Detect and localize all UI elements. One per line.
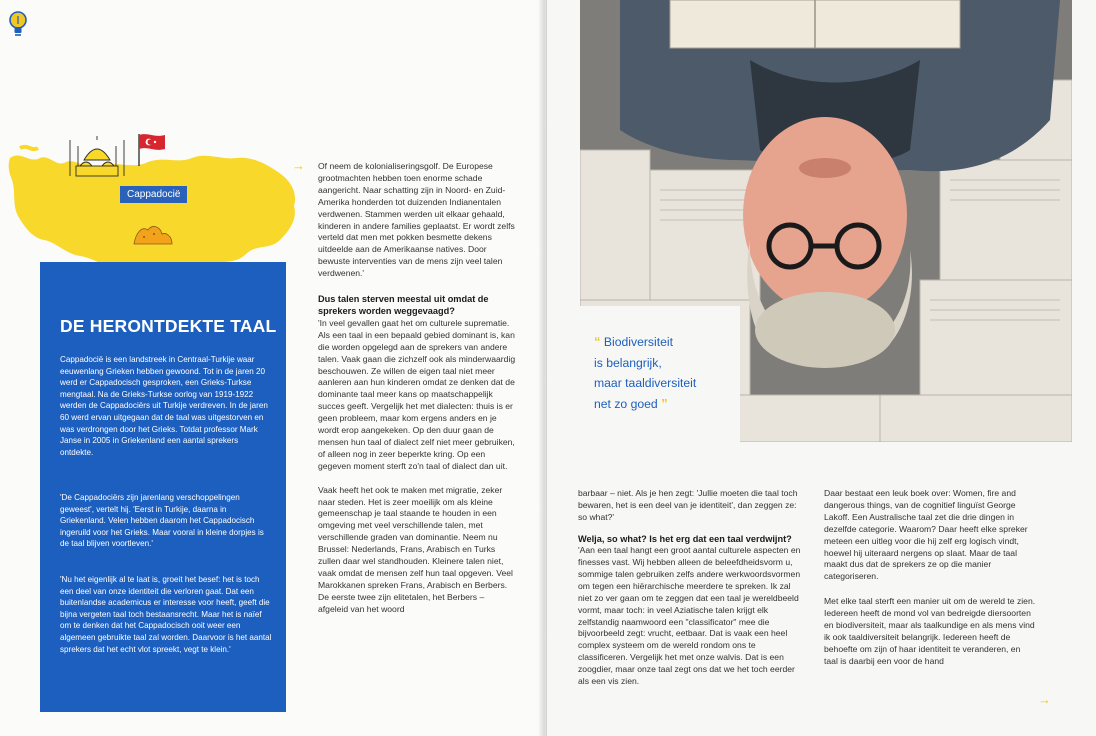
continue-arrow-icon: → — [292, 158, 305, 173]
article-subheading: Dus talen sterven meestal uit omdat de sprekers worden weggevaagd? — [318, 294, 489, 317]
pull-quote-line: net zo goed — [594, 396, 658, 411]
pull-quote-line: maar taaldiversiteit — [594, 376, 697, 390]
lightbulb-icon — [8, 10, 28, 38]
sidebar-paragraph-3: 'Nu het eigenlijk al te laat is, groeit het besef: het is toch een deel van onze identiteit die verloren gaat. Dat een buitenlandse academicus er interesse voor heeft, geeft die bijna vergeten taal toch bestaansrecht. Maar het is naïef om te denken dat het Cappadocisch ooit weer een algemeen gebruikte taal zal worden. Daarvoor is het aantal sprekers dat het echt vlot spreekt, vegt te klein.' — [60, 575, 272, 654]
article-column-2 — [578, 488, 804, 688]
next-page-arrow-icon: → — [1038, 692, 1051, 707]
left-page — [0, 0, 546, 736]
pull-quote-line: Biodiversiteit — [603, 335, 673, 349]
pull-quote-box — [580, 306, 740, 442]
article-paragraph: 'Aan een taal hangt een groot aantal culturele aspecten en finesses vast. Wij hebben alleen de beleefdheidsvorm u, sommige talen gebruiken zelfs andere werkwoordsvormen om tegen een hiërarchische meerdere te spreken. Ik zal niet zo ver gaan om te zeggen dat een taal je wereldbeeld vormt, maar toch: in veel Aziatische talen krijgt elk zelfstandig naamwoord een "classificator" mee die bijvoorbeeld zegt: vrucht, eetbaar. Dat is vaak een heel complex systeem om de wereld rondom ons te classificeren. Vergelijk het met onze walvis. Dat is een zoogdier, maar onze taal zegt ons dat we het toch eerder als een vis zien. — [578, 545, 801, 687]
region-badge: Cappadocië — [120, 186, 187, 203]
pull-quote-line: is belangrijk, — [594, 355, 662, 370]
right-page — [547, 0, 1096, 736]
article-column-1 — [318, 161, 516, 616]
article-paragraph: Vaak heeft het ook te maken met migratie, zeker naar steden. Het is zeer moeilijk om als kleine gemeenschap je taal staande te houden in een omgeving met veel verschillende talen, met verschillende graden van dominantie. Neem nu Brussel: Nederlands, Frans, Arabisch en Turks zullen daar wel standhouden. Kleinere talen niet, vaak omdat de mensen zelf hun taal opgeven. Veel Marokkanen spreken Frans, Arabisch en Berbers. De eerste twee zijn elitetalen, het Berbers – afgeleid van het woord — [318, 484, 513, 614]
article-paragraph: Of neem de kolonialiseringsgolf. De Europese grootmachten hebben toen enorme schade aangericht. Naar schatting zijn in Noord- en Zuid-Amerika honderden tot duizenden Indianentalen verdwenen. Stammen werden uit elkaar gehaald, kinderen in andere families geplaatst. Er wordt zelfs verteld dat men met pokken besmette dekens uitdeelde aan de Amerikaanse natives. Door bewuste interventies van de mens zijn veel talen verdwenen.' — [318, 161, 515, 279]
article-subheading: Welja, so what? Is het erg dat een taal verdwijnt? — [578, 533, 792, 544]
sidebar-paragraph-2: 'De Cappadociërs zijn jarenlang verschoppelingen geweest', vertelt hij. 'Eerst in Turkije, daarna in Griekenland. Velen hebben daarom het Cappadocisch ingeruild voor het Grieks. Maar vooral in kleine dorpjes is de taal blijven voortleven.' — [60, 493, 264, 549]
article-column-3 — [824, 488, 1036, 668]
open-quote-icon: “ — [594, 334, 601, 349]
article-paragraph: barbaar – niet. Als je hen zegt: 'Jullie moeten die taal toch bewaren, het is een deel van je identiteit', dan zeggen ze: so what?' — [578, 488, 798, 522]
sidebar-title: DE HERONTDEKTE TAAL — [60, 316, 277, 336]
sidebar-box — [40, 262, 286, 712]
sidebar-paragraph-1: Cappadocië is een landstreek in Centraal-Turkije waar eeuwenlang Grieken hebben gewoond. Tot in de jaren 20 werd er Cappadocisch gesproken, een Grieks-Turkse mengtaal. Na de Grieks-Turkse oorlog van 1919-1922 werden de Cappadociërs uit Turkije verdreven. In de jaren 60 werd ervan uitgegaan dat de taal was uitgestorven en was verdrongen door het Grieks. Totdat professor Mark Janse in 2005 in Griekenland een aantal sprekers ontdekte. — [60, 355, 268, 457]
article-paragraph: Met elke taal sterft een manier uit om de wereld te zien. Iedereen heeft de mond vol van bedreigde diersoorten en biodiversiteit, maar als taalkundige en als mens vind ik ook taaldiversiteit belangrijk. Iedereen heeft de behoefte om zijn of haar identiteit te veranderen, en taal is daarbij een voor de hand — [824, 596, 1036, 666]
rock-formation-icon — [132, 222, 174, 246]
turkey-flag-icon — [136, 132, 168, 168]
article-paragraph: Daar bestaat een leuk boek over: Women, fire and dangerous things, van de cognitief linguïst George Lakoff. Een Australische taal zet die drie dingen in dezelfde categorie. Waarom? Daar heeft elke spreker meteen een uitleg voor die hij zelf erg logisch vindt, hoewel hij uiteraard nergens op slaat. Maar de taal maakt dus dat de sprekers ze op die manier categoriseren. — [824, 488, 1028, 582]
pull-quote — [594, 332, 734, 414]
mosque-icon — [66, 134, 128, 180]
article-paragraph: 'In veel gevallen gaat het om culturele suprematie. Als een taal in een bepaald gebied dominant is, kan die worden opgelegd aan de sprekers van andere talen. Vaak gaan die zichzelf ook als minderwaardig beschouwen. Ze willen de eigen taal niet meer aanleren aan hun kinderen omdat ze denken dat de dominante taal meer kans op maatschappelijk succes geeft. Vergelijk het met dialecten: thuis is er geen probleem, maar kom ergens anders en je wordt erop aangekeken. Op den duur gaan de mensen hun taal of dialect zelf niet meer gebruiken, of alleen nog in zeer beperkte kring. Op een gegeven moment sterft zo'n taal of dialect dan uit. — [318, 317, 516, 471]
close-quote-icon: ” — [661, 395, 668, 411]
